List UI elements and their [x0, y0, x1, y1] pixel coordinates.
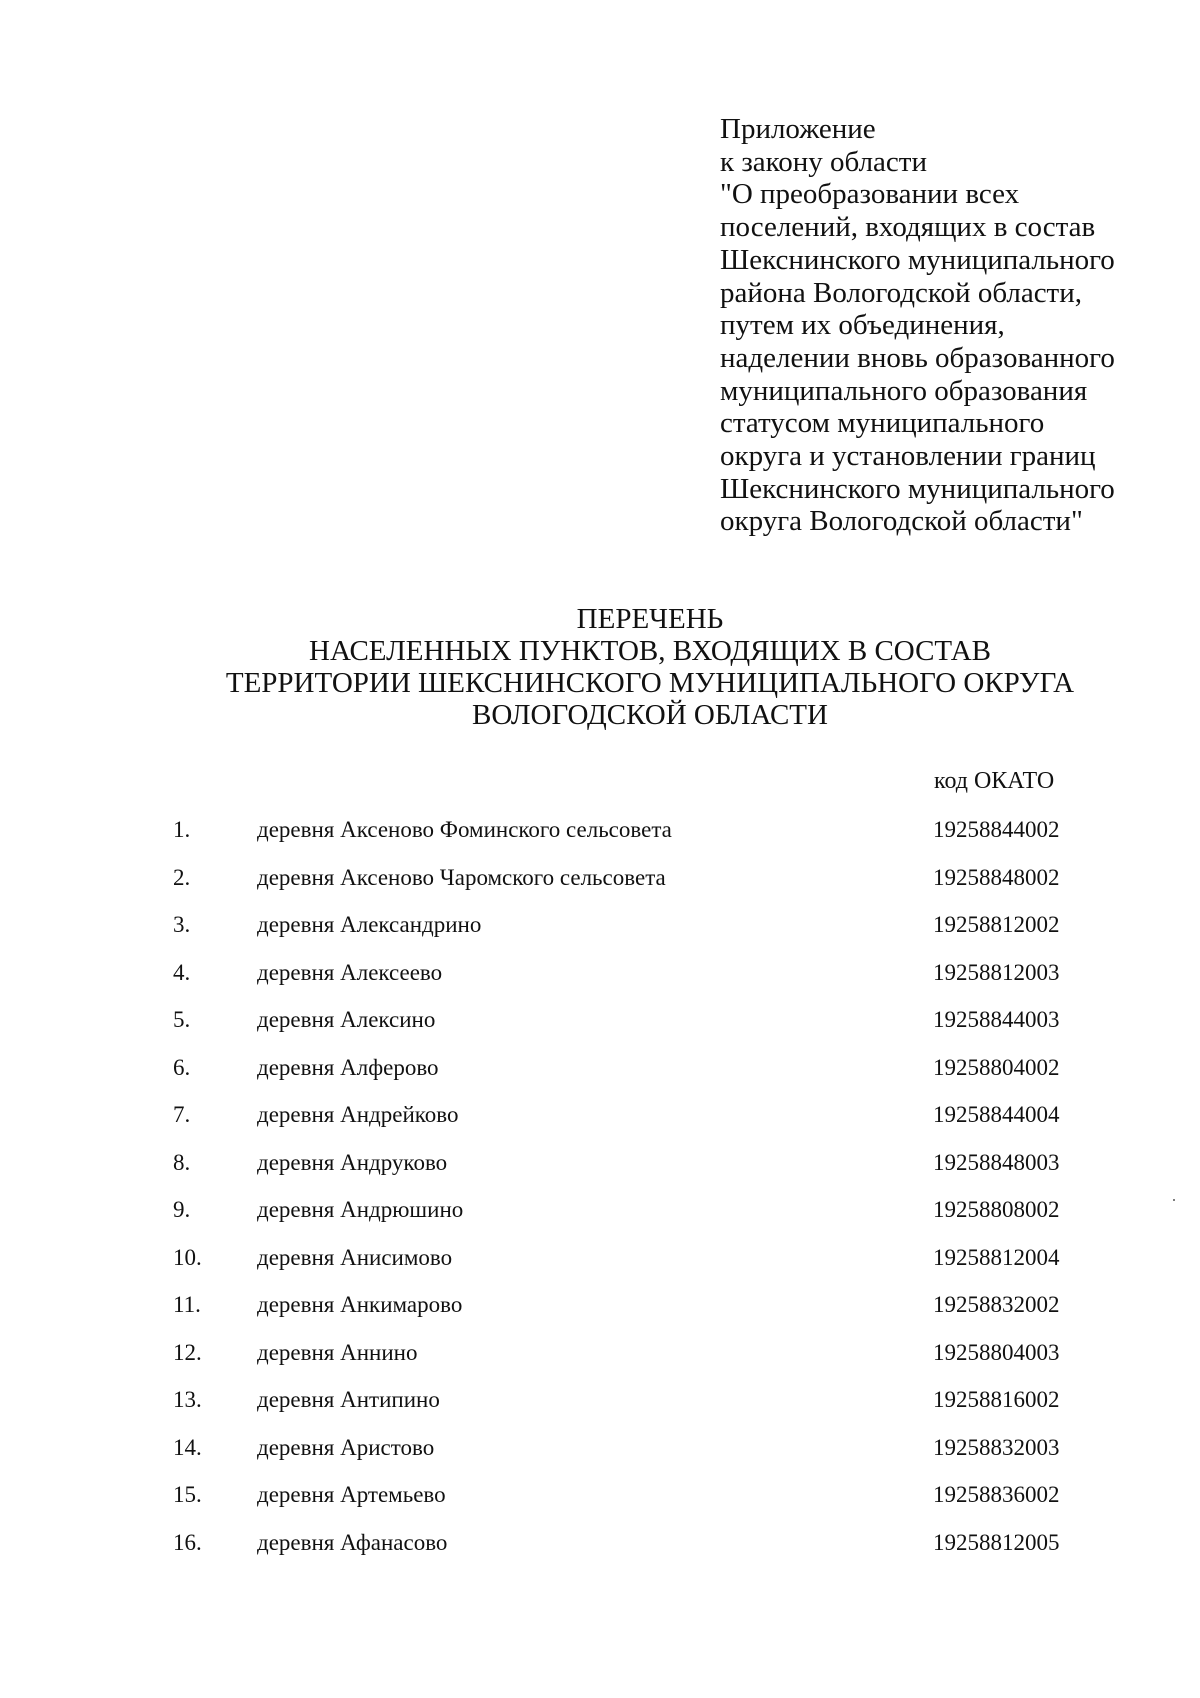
list-item — [0, 1338, 1200, 1386]
item-number: 2. — [173, 864, 191, 890]
list-item — [0, 1100, 1200, 1148]
list-item — [0, 1053, 1200, 1101]
okato-code: 19258812004 — [933, 1244, 1060, 1270]
settlement-name: деревня Андруково — [257, 1149, 448, 1175]
okato-code: 19258804002 — [933, 1054, 1060, 1080]
settlement-name: деревня Андрейково — [257, 1102, 459, 1127]
okato-code: 19258848003 — [933, 1149, 1060, 1175]
okato-code: 19258812002 — [933, 912, 1060, 937]
appendix-line: наделении вновь образованного — [720, 341, 1115, 374]
appendix-line: Приложение — [720, 113, 876, 145]
item-number: 3. — [173, 912, 191, 937]
okato-code: 19258808002 — [933, 1197, 1060, 1222]
settlement-name: деревня Алексино — [257, 1007, 436, 1032]
settlement-name: деревня Александрино — [257, 912, 482, 937]
list-item — [0, 1243, 1200, 1291]
title-line: ПЕРЕЧЕНЬ — [576, 603, 724, 635]
list-item — [0, 1195, 1200, 1243]
settlements-list — [0, 815, 1200, 1575]
list-item — [0, 1385, 1200, 1433]
list-item — [0, 1433, 1200, 1481]
okato-code: 19258832003 — [933, 1434, 1060, 1460]
list-item — [0, 1528, 1200, 1576]
settlement-name: деревня Афанасово — [257, 1529, 448, 1555]
appendix-line: района Вологодской области, — [720, 276, 1083, 309]
item-number: 15. — [173, 1482, 202, 1507]
item-number: 6. — [173, 1054, 191, 1080]
item-number: 11. — [173, 1292, 201, 1317]
okato-code: 19258836002 — [933, 1482, 1060, 1507]
item-number: 9. — [173, 1197, 191, 1222]
item-number: 14. — [173, 1434, 202, 1460]
item-number: 10. — [173, 1244, 202, 1270]
appendix-line: "О преобразовании всех — [720, 178, 1020, 211]
okato-code: 19258832002 — [933, 1292, 1060, 1317]
okato-code-column-header: код ОКАТО — [934, 768, 1055, 794]
okato-code: 19258848002 — [933, 864, 1060, 890]
settlement-name: деревня Аристово — [257, 1434, 435, 1460]
settlement-name: деревня Алферово — [257, 1054, 439, 1080]
appendix-line: Шекснинского муниципального — [720, 472, 1115, 505]
settlement-name: деревня Андрюшино — [257, 1197, 464, 1222]
list-item — [0, 910, 1200, 958]
appendix-line: к закону области — [720, 145, 927, 178]
appendix-line: округа Вологодской области" — [720, 505, 1083, 538]
title-line: ВОЛОГОДСКОЙ ОБЛАСТИ — [472, 699, 828, 731]
okato-code: 19258812003 — [933, 959, 1060, 985]
okato-code: 19258812005 — [933, 1529, 1060, 1555]
item-number: 16. — [173, 1529, 202, 1555]
settlement-name: деревня Алексеево — [257, 959, 443, 985]
okato-code: 19258844002 — [933, 817, 1060, 842]
item-number: 1. — [173, 817, 191, 842]
appendix-line: округа и установлении границ — [720, 440, 1096, 473]
appendix-line: поселений, входящих в состав — [720, 211, 1096, 244]
item-number: 8. — [173, 1149, 191, 1175]
appendix-line: муниципального образования — [720, 374, 1088, 407]
item-number: 4. — [173, 959, 191, 985]
settlement-name: деревня Артемьево — [257, 1482, 446, 1507]
appendix-header — [720, 113, 1160, 538]
settlement-name: деревня Антипино — [257, 1387, 440, 1412]
appendix-line: статусом муниципального — [720, 407, 1045, 440]
okato-code: 19258844003 — [933, 1007, 1060, 1032]
document-title — [0, 603, 1200, 731]
item-number: 7. — [173, 1102, 191, 1127]
settlement-name: деревня Анкимарово — [257, 1292, 463, 1317]
list-item — [0, 1290, 1200, 1338]
okato-code: 19258844004 — [933, 1102, 1060, 1127]
okato-code: 19258804003 — [933, 1339, 1060, 1365]
title-line: ТЕРРИТОРИИ ШЕКСНИНСКОГО МУНИЦИПАЛЬНОГО ОКРУГА — [225, 667, 1075, 699]
appendix-line: путем их объединения, — [720, 309, 1005, 342]
appendix-line: Шекснинского муниципального — [720, 243, 1115, 276]
list-item — [0, 815, 1200, 863]
list-item — [0, 1480, 1200, 1528]
list-item — [0, 1005, 1200, 1053]
item-number: 5. — [173, 1007, 191, 1032]
settlement-name: деревня Аннино — [257, 1339, 418, 1365]
settlement-name: деревня Аксеново Фоминского сельсовета — [257, 817, 672, 842]
settlement-name: деревня Анисимово — [257, 1244, 453, 1270]
item-number: 13. — [173, 1387, 202, 1412]
item-number: 12. — [173, 1339, 202, 1365]
scan-speck — [1173, 1199, 1175, 1201]
okato-code: 19258816002 — [933, 1387, 1060, 1412]
settlement-name: деревня Аксеново Чаромского сельсовета — [257, 864, 666, 890]
list-item — [0, 863, 1200, 911]
list-item — [0, 958, 1200, 1006]
list-item — [0, 1148, 1200, 1196]
title-line: НАСЕЛЕННЫХ ПУНКТОВ, ВХОДЯЩИХ В СОСТАВ — [309, 635, 991, 667]
